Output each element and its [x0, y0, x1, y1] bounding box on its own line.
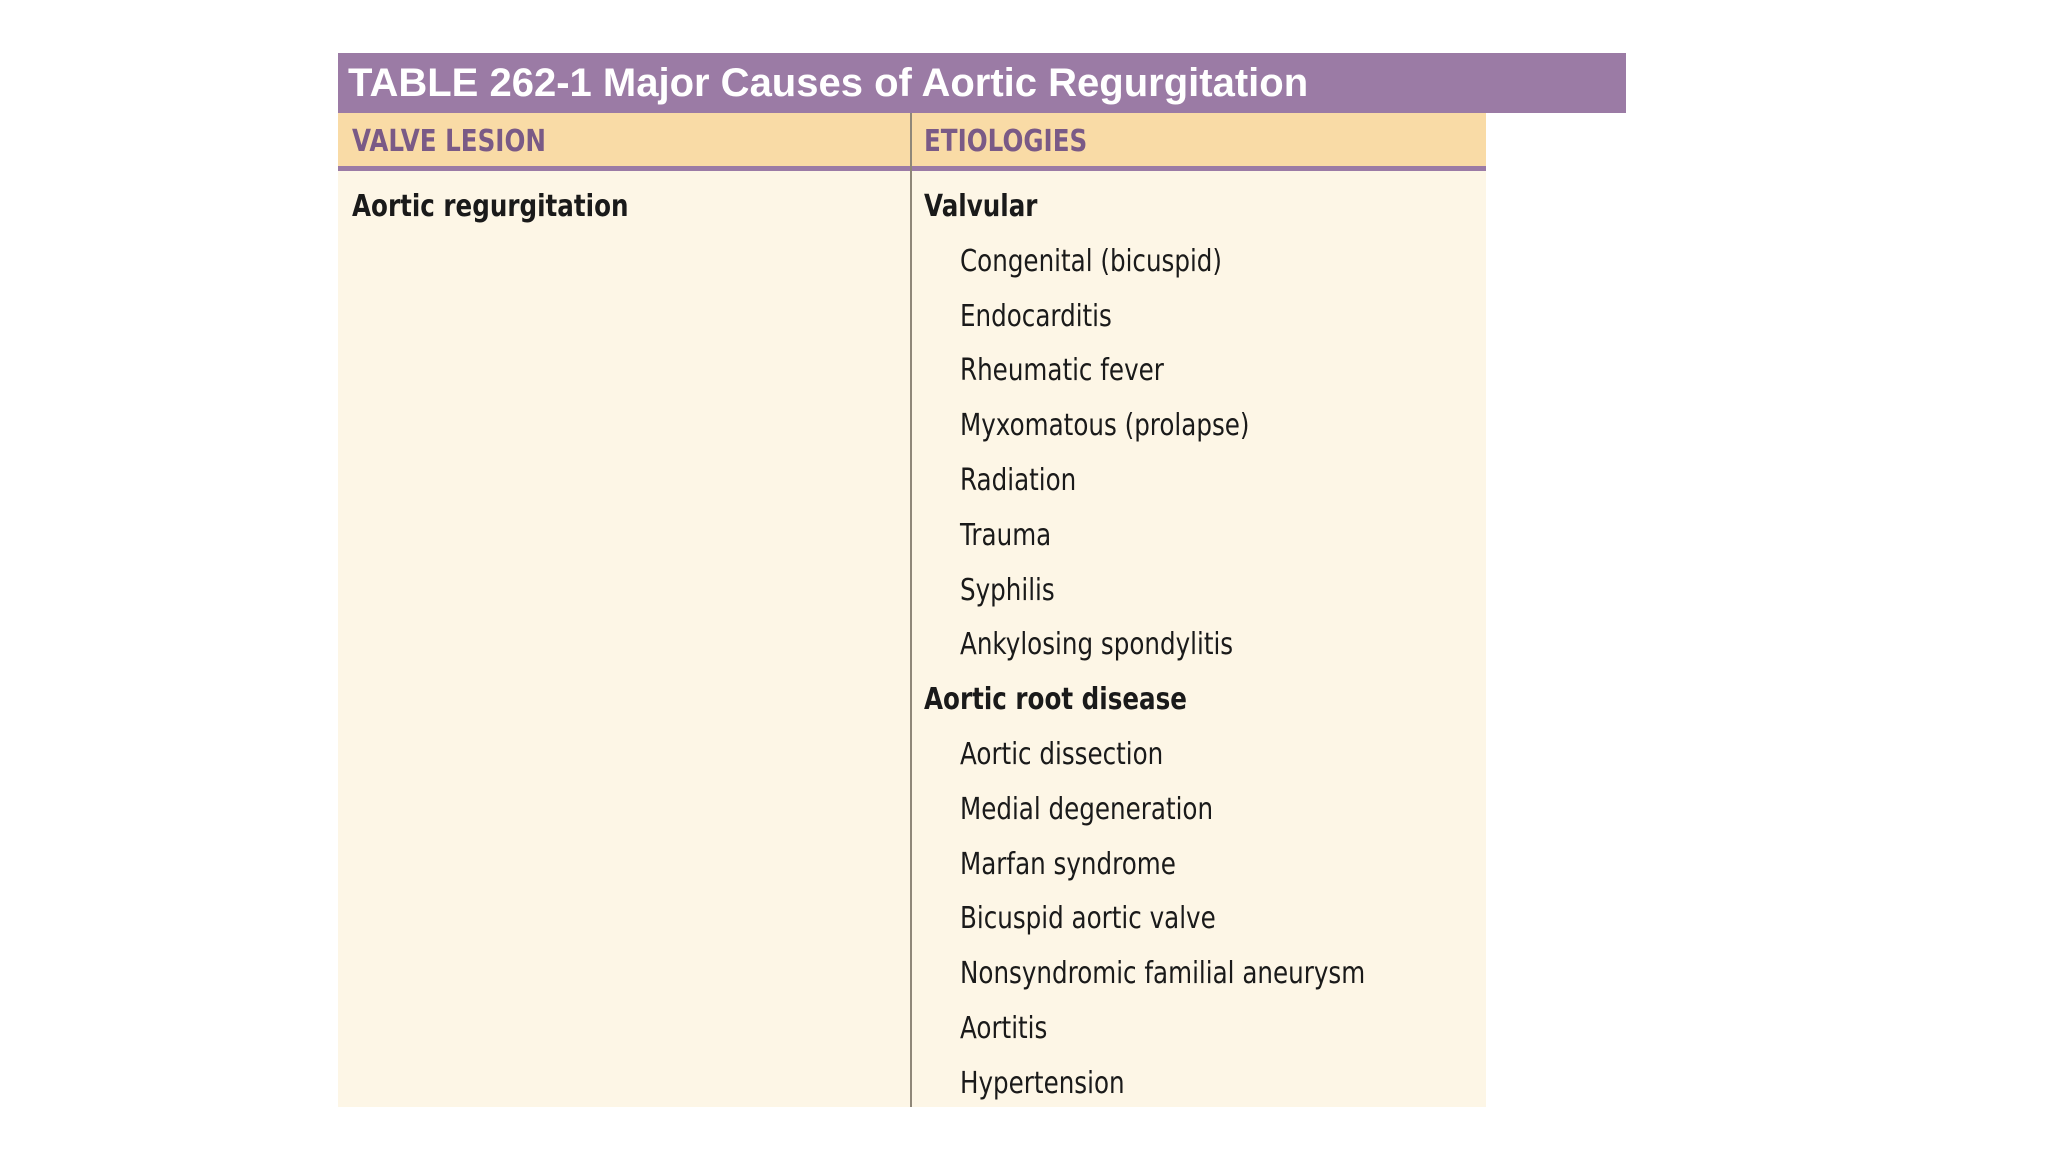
- etiology-item: Myxomatous (prolapse): [960, 408, 1250, 444]
- list-item: [924, 947, 1484, 1002]
- etiology-item: Aortic dissection: [960, 736, 1164, 772]
- list-item: [924, 399, 1484, 454]
- list-item: [924, 1057, 1484, 1112]
- list-item: [924, 838, 1484, 893]
- list-item: [924, 235, 1484, 290]
- etiology-item: Bicuspid aortic valve: [960, 901, 1216, 937]
- causes-table: [338, 113, 1486, 1107]
- valve-lesion-cell: Aortic regurgitation: [352, 189, 629, 224]
- etiology-group-valvular: Valvular: [924, 189, 1038, 224]
- column-divider: [910, 113, 912, 1107]
- list-item: [924, 1002, 1484, 1057]
- column-header-etiologies: ETIOLOGIES: [924, 124, 1088, 159]
- table-header-row: [338, 113, 1486, 171]
- etiology-item: Aortitis: [960, 1010, 1048, 1046]
- etiology-item: Endocarditis: [960, 298, 1112, 334]
- list-item: [924, 892, 1484, 947]
- etiology-item: Marfan syndrome: [960, 846, 1176, 882]
- etiology-item: Rheumatic fever: [960, 353, 1164, 389]
- etiology-item: Trauma: [960, 517, 1052, 553]
- table-title: TABLE 262-1 Major Causes of Aortic Regurgitation: [338, 53, 1626, 113]
- etiologies-list: [924, 180, 1484, 1112]
- column-header-valve-lesion: VALVE LESION: [352, 124, 546, 159]
- etiology-item: Nonsyndromic familial aneurysm: [960, 956, 1366, 992]
- list-item: [924, 454, 1484, 509]
- list-item: [924, 564, 1484, 619]
- etiology-item: Congenital (bicuspid): [960, 243, 1223, 279]
- list-item: [924, 618, 1484, 673]
- list-item: [924, 673, 1484, 728]
- list-item: [924, 783, 1484, 838]
- etiology-item: Syphilis: [960, 572, 1055, 608]
- etiology-item: Radiation: [960, 462, 1077, 498]
- list-item: [924, 728, 1484, 783]
- list-item: [924, 180, 1484, 235]
- list-item: [924, 344, 1484, 399]
- etiology-item: Medial degeneration: [960, 791, 1214, 827]
- list-item: [924, 290, 1484, 345]
- list-item: [924, 509, 1484, 564]
- etiology-group-aortic-root: Aortic root disease: [924, 682, 1187, 718]
- etiology-item: Hypertension: [960, 1065, 1125, 1101]
- etiology-item: Ankylosing spondylitis: [960, 627, 1234, 663]
